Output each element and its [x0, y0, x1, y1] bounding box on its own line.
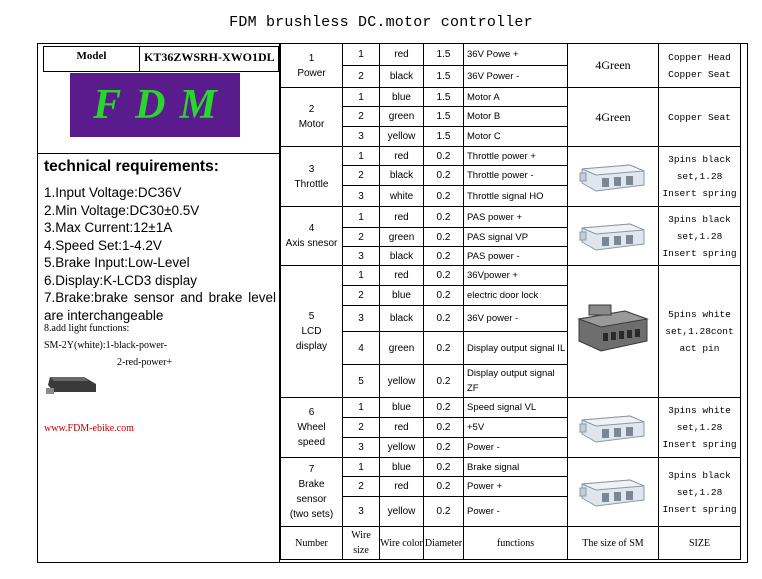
- 5pin-connector-icon: [568, 266, 659, 398]
- col-functions: functions: [464, 527, 568, 560]
- tech-item: 5.Brake Input:Low-Level: [44, 255, 190, 270]
- wire-function: 36V Power -: [464, 66, 568, 88]
- wire-function: Display output signal ZF: [464, 365, 568, 398]
- col-diameter: Diameter: [424, 527, 464, 560]
- pin-number: 1: [343, 458, 380, 477]
- 3pin-connector-icon: [568, 207, 659, 266]
- col-sm-size: The size of SM: [568, 527, 659, 560]
- pin-number: 1: [343, 44, 380, 66]
- wire-color: red: [380, 207, 424, 228]
- wire-diameter: 0.2: [424, 497, 464, 527]
- pin-number: 1: [343, 88, 380, 107]
- wire-color: black: [380, 247, 424, 266]
- document-title: FDM brushless DC.motor controller: [229, 14, 533, 31]
- size-power: Copper Head Copper Seat: [659, 44, 741, 88]
- wire-function: Power -: [464, 438, 568, 458]
- pin-number: 3: [343, 497, 380, 527]
- tech-heading: technical requirements:: [44, 158, 219, 175]
- group-brake-sensor: 7 Brake sensor (two sets): [281, 458, 343, 527]
- pin-number: 2: [343, 66, 380, 88]
- pin-number: 2: [343, 166, 380, 186]
- pin-number: 3: [343, 247, 380, 266]
- wire-color: yellow: [380, 497, 424, 527]
- pin-number: 1: [343, 207, 380, 228]
- size-lcd-display: 5pins white set,1.28cont act pin: [659, 266, 741, 398]
- group-power: 1 Power: [281, 44, 343, 88]
- tech-item: 6.Display:K-LCD3 display: [44, 272, 198, 288]
- wire-color: red: [380, 418, 424, 438]
- wire-function: PAS power +: [464, 207, 568, 228]
- pin-number: 3: [343, 438, 380, 458]
- wire-diameter: 0.2: [424, 228, 464, 247]
- pin-number: 3: [343, 306, 380, 332]
- col-number: Number: [281, 527, 343, 560]
- tech-item: 7.Brake:brake sensor and brake level are interchangeable: [44, 290, 276, 323]
- wire-diameter: 1.5: [424, 66, 464, 88]
- tech-list: [44, 184, 276, 324]
- pin-number: 1: [343, 147, 380, 166]
- wire-color: white: [380, 186, 424, 207]
- wire-diameter: 0.2: [424, 398, 464, 418]
- tech-item: 2.Min Voltage:DC30±0.5V: [44, 202, 200, 218]
- wire-color: blue: [380, 398, 424, 418]
- wire-diameter: 0.2: [424, 207, 464, 228]
- light-functions: 8.add light functions:: [44, 323, 130, 334]
- wire-function: Power +: [464, 477, 568, 497]
- light-line2: 2-red-power+: [117, 357, 173, 368]
- logo-text: FDM: [93, 82, 231, 128]
- 3pin-connector-icon: [568, 398, 659, 458]
- wire-diameter: 0.2: [424, 166, 464, 186]
- pin-number: 1: [343, 266, 380, 286]
- wire-diameter: 0.2: [424, 365, 464, 398]
- wire-color: green: [380, 332, 424, 365]
- wire-diameter: 1.5: [424, 88, 464, 107]
- tech-item: 1.Input Voltage:DC36V: [44, 185, 182, 200]
- wire-function: 36V power -: [464, 306, 568, 332]
- model-box: [43, 46, 279, 72]
- size-motor: Copper Seat: [659, 88, 741, 147]
- wire-function: 36Vpower +: [464, 266, 568, 286]
- wire-function: PAS power -: [464, 247, 568, 266]
- size-brake-sensor: 3pins black set,1.28 Insert spring: [659, 458, 741, 527]
- wiring-table: [280, 43, 741, 560]
- group-wheel-speed: 6 Wheel speed: [281, 398, 343, 458]
- col-size: SIZE: [659, 527, 741, 560]
- size-wheel-speed: 3pins white set,1.28 Insert spring: [659, 398, 741, 458]
- wire-diameter: 1.5: [424, 44, 464, 66]
- wire-function: PAS signal VP: [464, 228, 568, 247]
- wire-diameter: 0.2: [424, 266, 464, 286]
- tech-item: 3.Max Current:12±1A: [44, 220, 173, 235]
- wire-function: 36V Powe +: [464, 44, 568, 66]
- pin-number: 2: [343, 418, 380, 438]
- wire-function: electric door lock: [464, 286, 568, 306]
- pin-number: 2: [343, 228, 380, 247]
- col-wire-color: Wire color: [380, 527, 424, 560]
- wire-function: Speed signal VL: [464, 398, 568, 418]
- fdm-logo: [70, 73, 240, 137]
- wire-diameter: 0.2: [424, 477, 464, 497]
- wire-function: Throttle power +: [464, 147, 568, 166]
- wire-diameter: 0.2: [424, 332, 464, 365]
- model-value: KT36ZWSRH-XWO1DL: [144, 50, 275, 64]
- wire-diameter: 0.2: [424, 147, 464, 166]
- pin-number: 2: [343, 477, 380, 497]
- wire-color: red: [380, 44, 424, 66]
- wire-function: Throttle signal HO: [464, 186, 568, 207]
- group-motor: 2 Motor: [281, 88, 343, 147]
- group-lcd-display: 5 LCD display: [281, 266, 343, 398]
- wire-color: yellow: [380, 127, 424, 147]
- wire-color: green: [380, 107, 424, 127]
- 3pin-connector-icon: [568, 458, 659, 527]
- wire-function: Motor B: [464, 107, 568, 127]
- light-line1: SM-2Y(white):1-black-power-: [44, 340, 168, 351]
- pin-number: 3: [343, 186, 380, 207]
- group-axis-sensor: 4 Axis snesor: [281, 207, 343, 266]
- wire-color: blue: [380, 88, 424, 107]
- wire-function: Motor A: [464, 88, 568, 107]
- pin-number: 5: [343, 365, 380, 398]
- wire-diameter: 1.5: [424, 127, 464, 147]
- wire-color: blue: [380, 458, 424, 477]
- wire-diameter: 0.2: [424, 418, 464, 438]
- wire-diameter: 0.2: [424, 306, 464, 332]
- pin-number: 2: [343, 286, 380, 306]
- wire-function: Throttle power -: [464, 166, 568, 186]
- wire-function: Brake signal: [464, 458, 568, 477]
- sm-size-motor: 4Green: [568, 88, 659, 147]
- size-axis-sensor: 3pins black set,1.28 Insert spring: [659, 207, 741, 266]
- size-throttle: 3pins black set,1.28 Insert spring: [659, 147, 741, 207]
- wire-color: red: [380, 477, 424, 497]
- wire-color: black: [380, 306, 424, 332]
- wire-diameter: 1.5: [424, 107, 464, 127]
- wire-color: red: [380, 147, 424, 166]
- wire-color: yellow: [380, 438, 424, 458]
- wire-diameter: 0.2: [424, 247, 464, 266]
- wire-diameter: 0.2: [424, 458, 464, 477]
- group-throttle: 3 Throttle: [281, 147, 343, 207]
- pin-number: 2: [343, 107, 380, 127]
- wire-color: blue: [380, 286, 424, 306]
- tech-item: 4.Speed Set:1-4.2V: [44, 237, 162, 253]
- 3pin-connector-icon: [568, 147, 659, 207]
- website-link[interactable]: www.FDM-ebike.com: [44, 423, 134, 434]
- wire-function: Display output signal IL: [464, 332, 568, 365]
- pin-number: 1: [343, 398, 380, 418]
- wire-color: green: [380, 228, 424, 247]
- wire-diameter: 0.2: [424, 286, 464, 306]
- divider: [37, 153, 280, 154]
- wire-color: black: [380, 66, 424, 88]
- pin-number: 4: [343, 332, 380, 365]
- wire-diameter: 0.2: [424, 438, 464, 458]
- col-wire-size: Wire size: [343, 527, 380, 560]
- sm-size-power: 4Green: [568, 44, 659, 88]
- wire-diameter: 0.2: [424, 186, 464, 207]
- wire-color: black: [380, 166, 424, 186]
- wire-color: red: [380, 266, 424, 286]
- wire-function: Motor C: [464, 127, 568, 147]
- model-label: Model: [44, 47, 140, 71]
- wire-function: Power -: [464, 497, 568, 527]
- wire-function: +5V: [464, 418, 568, 438]
- wire-color: yellow: [380, 365, 424, 398]
- pin-number: 3: [343, 127, 380, 147]
- small-connector-icon: [44, 374, 100, 396]
